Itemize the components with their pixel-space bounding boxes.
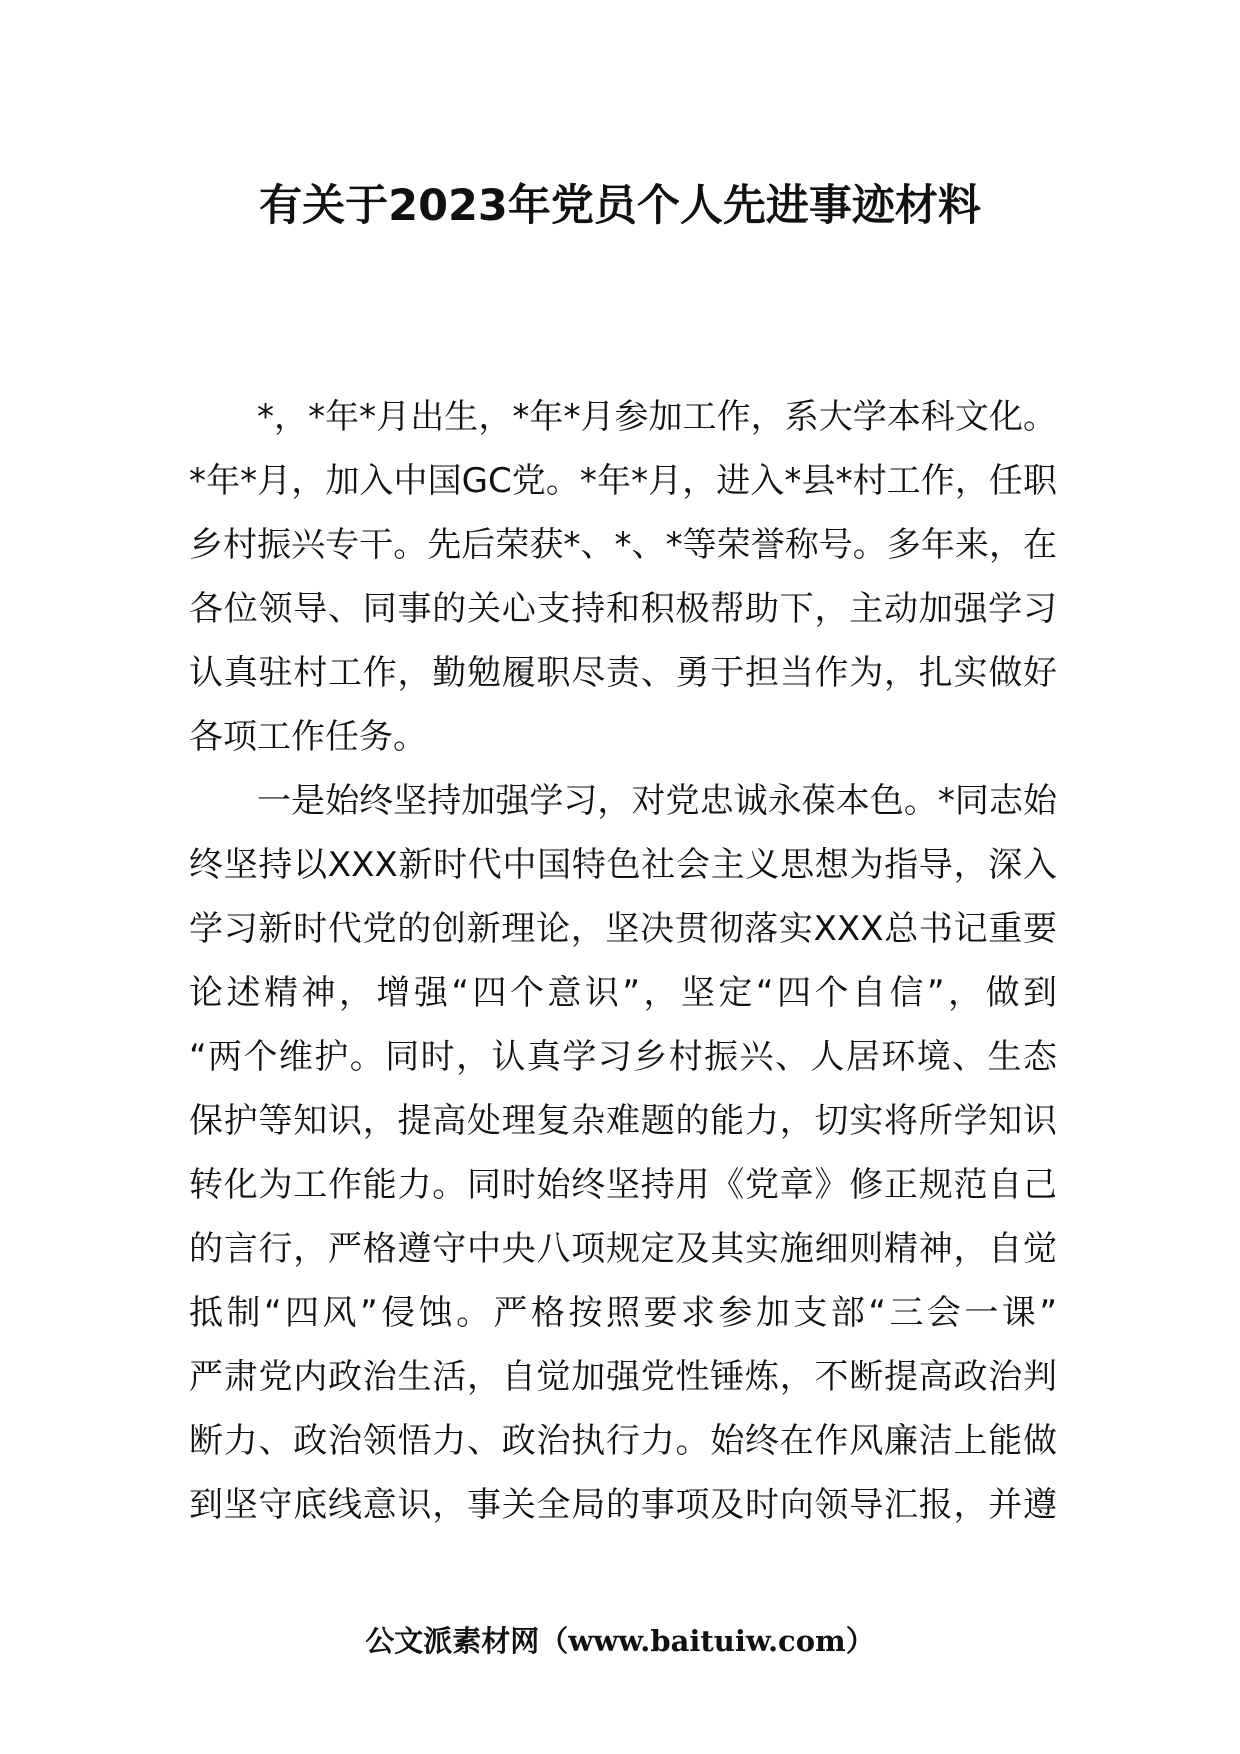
body-line: 断力、政治领悟力、政治执行力。始终在作风廉洁上能做 — [189, 1421, 1057, 1461]
body-line: 乡村振兴专干。先后荣获*、*、*等荣誉称号。多年来，在 — [189, 525, 1057, 565]
body-line: 一是始终坚持加强学习，对党忠诚永葆本色。*同志始 — [257, 781, 1057, 821]
body-line: 终坚持以XXX新时代中国特色社会主义思想为指导，深入 — [189, 845, 1057, 885]
body-line: 抵制“四风”侵蚀。严格按照要求参加支部“三会一课” — [189, 1293, 1057, 1333]
body-line: 各项工作任务。 — [189, 717, 427, 757]
body-line: 的言行，严格遵守中央八项规定及其实施细则精神，自觉 — [189, 1229, 1057, 1269]
body-line: 转化为工作能力。同时始终坚持用《党章》修正规范自己 — [189, 1165, 1057, 1205]
body-line: 严肃党内政治生活，自觉加强党性锤炼，不断提高政治判 — [189, 1357, 1057, 1397]
body-line: 论述精神，增强“四个意识”，坚定“四个自信”，做到 — [189, 973, 1057, 1013]
body-line: *年*月，加入中国GC党。*年*月，进入*县*村工作，任职 — [189, 461, 1057, 501]
body-line: 各位领导、同事的关心支持和积极帮助下，主动加强学习 — [189, 589, 1057, 629]
document-title: 有关于2023年党员个人先进事迹材料 — [259, 181, 981, 231]
body-line: “两个维护。同时，认真学习乡村振兴、人居环境、生态 — [189, 1037, 1057, 1077]
page-footer: 公文派素材网（www.baituiw.com） — [365, 1624, 875, 1658]
body-line: 认真驻村工作，勤勉履职尽责、勇于担当作为，扎实做好 — [189, 653, 1057, 693]
body-line: 到坚守底线意识，事关全局的事项及时向领导汇报，并遵 — [189, 1485, 1057, 1525]
body-line: *，*年*月出生，*年*月参加工作，系大学本科文化。 — [257, 397, 1057, 437]
body-line: 保护等知识，提高处理复杂难题的能力，切实将所学知识 — [189, 1101, 1057, 1141]
body-line: 学习新时代党的创新理论，坚决贯彻落实XXX总书记重要 — [189, 909, 1057, 949]
document-body — [189, 385, 1057, 1537]
